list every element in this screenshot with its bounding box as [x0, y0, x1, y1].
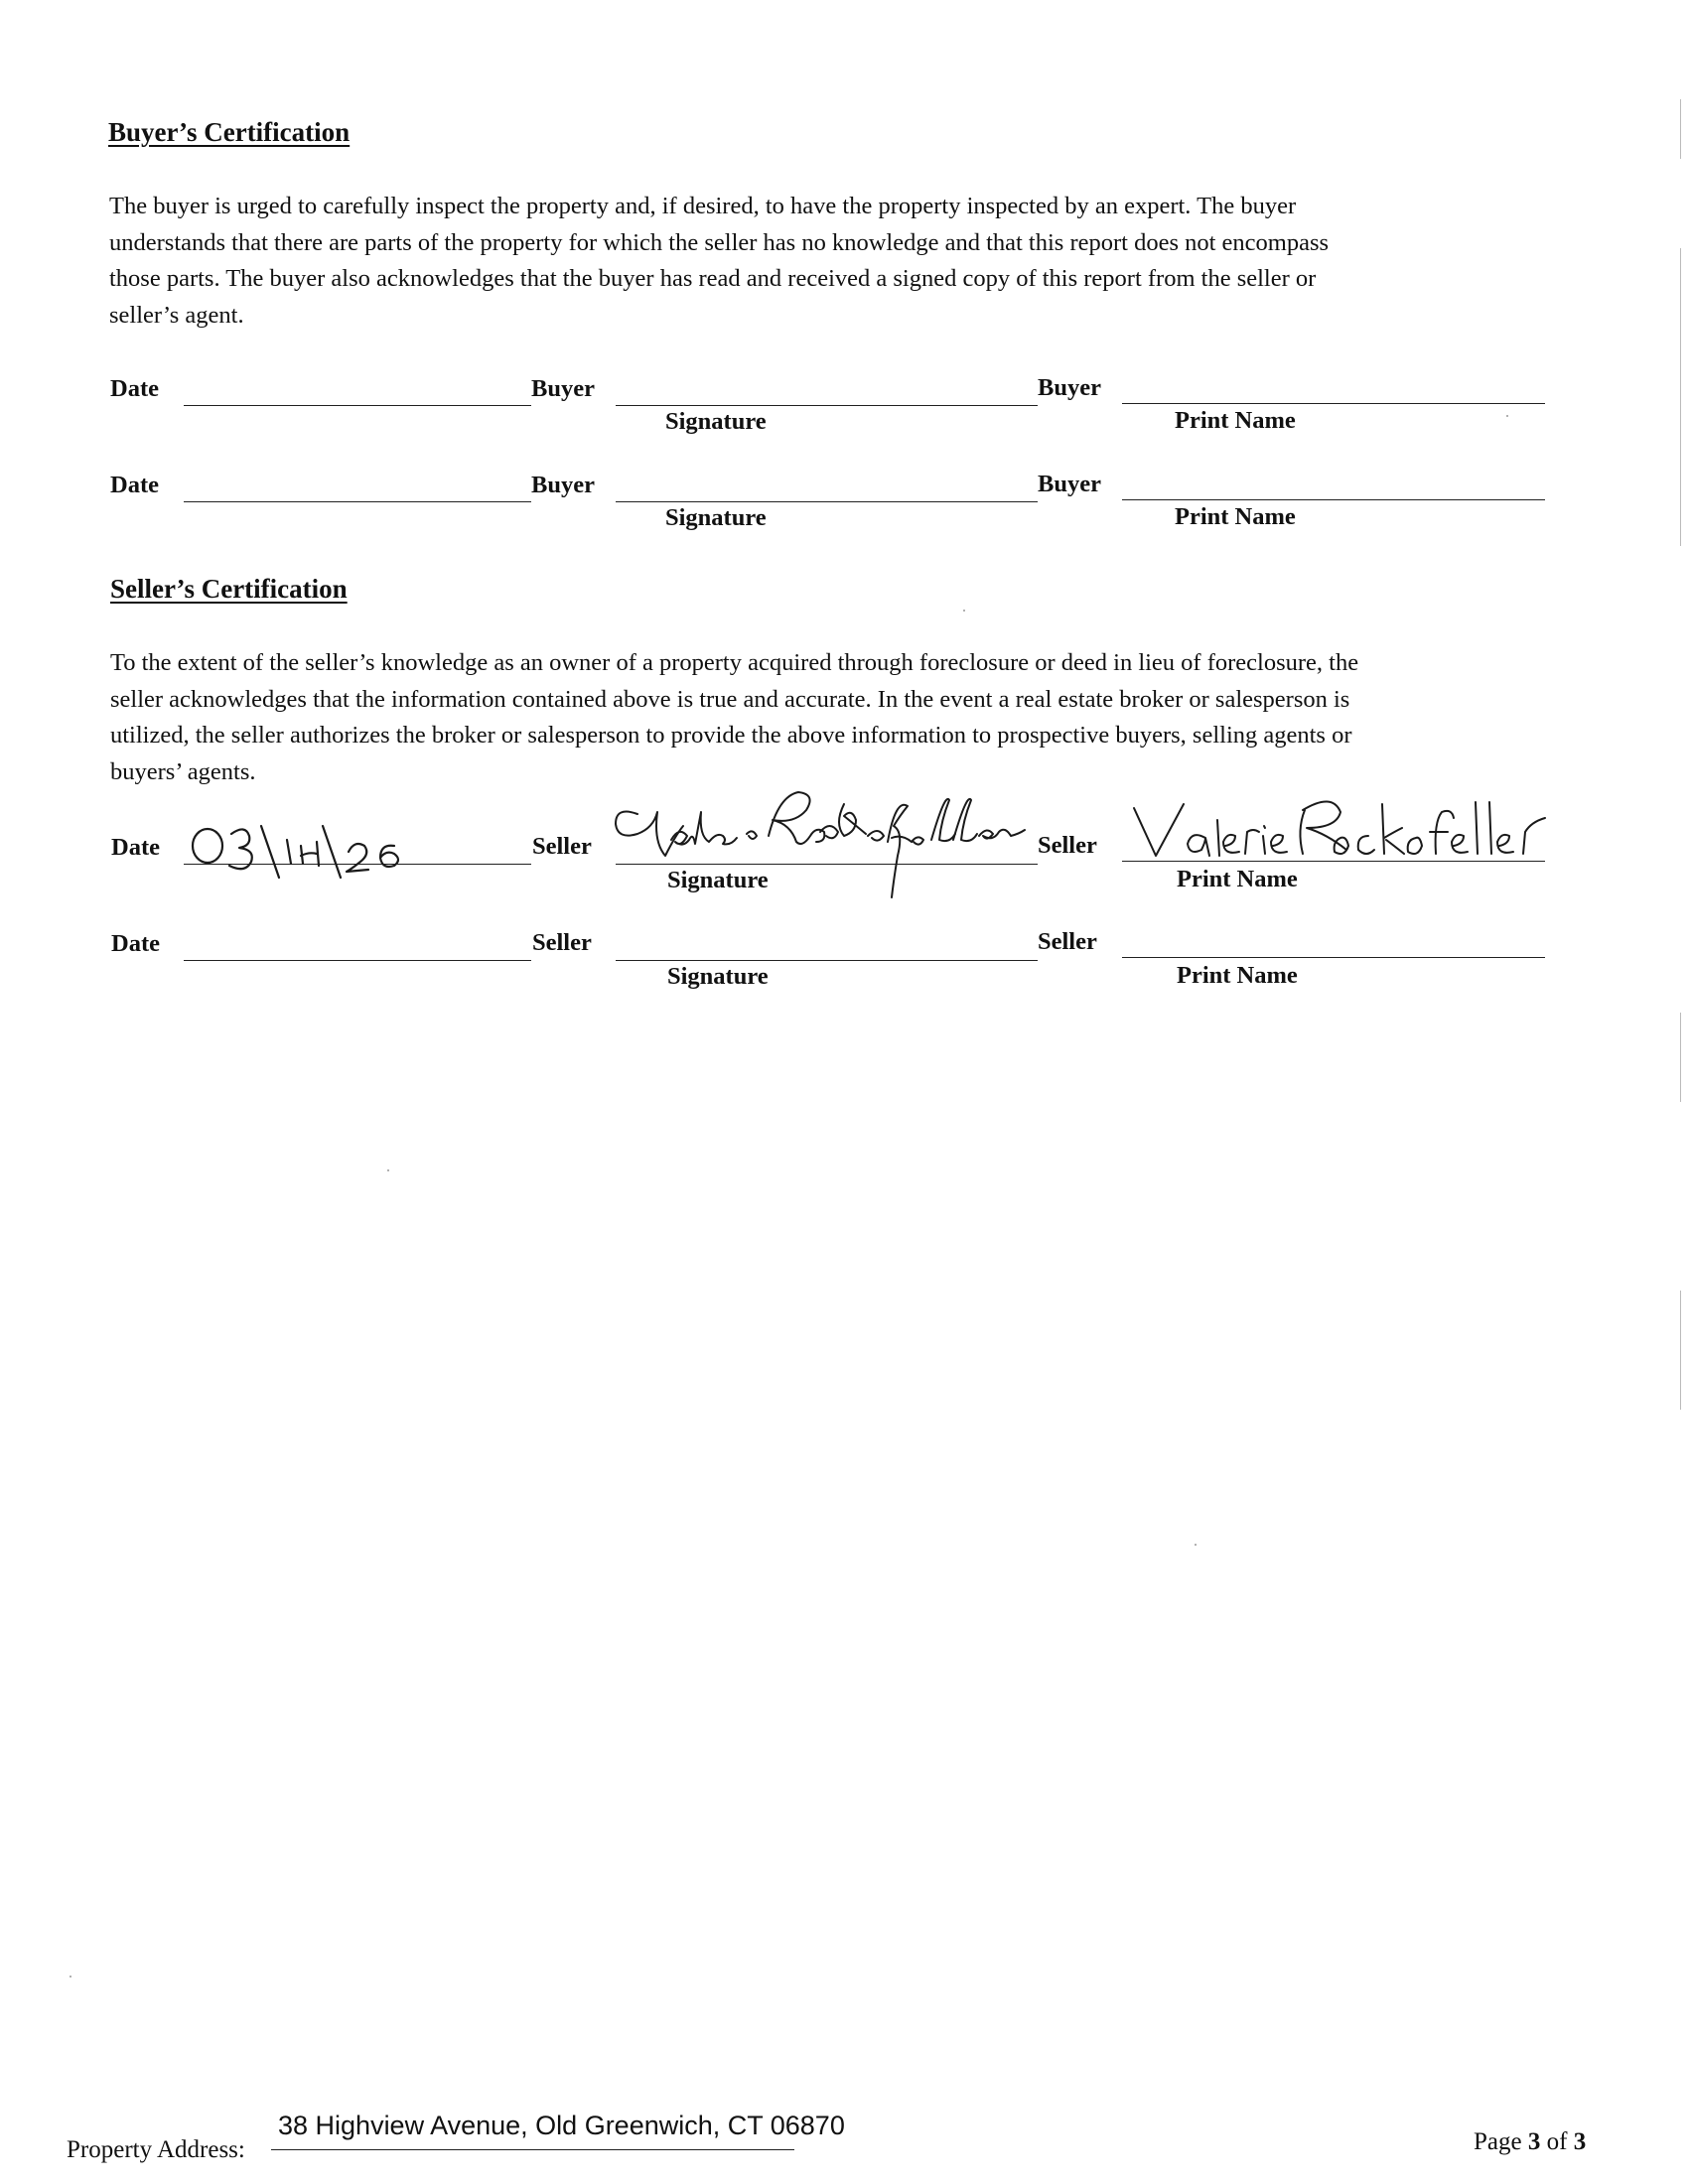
- page-current: 3: [1527, 2128, 1541, 2155]
- seller-certification-paragraph: [110, 645, 1560, 790]
- seller-certification-heading: Seller’s Certification: [110, 574, 348, 604]
- buyer-1-print-name-field[interactable]: [1122, 403, 1545, 404]
- seller-2-print-name-caption: Print Name: [1177, 962, 1298, 989]
- buyer-2-date-label: Date: [110, 472, 159, 498]
- handwritten-print-name: [1122, 780, 1559, 870]
- buyer-2-signature-caption: Signature: [665, 504, 767, 531]
- page-mid: of: [1540, 2128, 1574, 2155]
- scan-edge-mark: [1680, 248, 1681, 546]
- buyer-1-signature-label: Buyer: [531, 375, 595, 402]
- scan-speck: [70, 1976, 71, 1978]
- paragraph-line: buyers’ agents.: [110, 757, 256, 785]
- buyer-2-date-field[interactable]: [184, 501, 531, 502]
- property-address-value[interactable]: 38 Highview Avenue, Old Greenwich, CT 06870: [278, 2111, 845, 2140]
- seller-1-print-label: Seller: [1038, 832, 1097, 859]
- seller-2-signature-label: Seller: [532, 929, 592, 956]
- seller-2-print-name-field[interactable]: [1122, 957, 1545, 958]
- seller-1-print-name-caption: Print Name: [1177, 866, 1298, 892]
- buyer-2-print-name-field[interactable]: [1122, 499, 1545, 500]
- handwritten-date: [184, 812, 442, 882]
- seller-2-signature-field[interactable]: [616, 960, 1038, 961]
- page-prefix: Page: [1474, 2128, 1528, 2155]
- scan-edge-mark: [1680, 1013, 1681, 1102]
- scan-speck: [963, 610, 965, 612]
- buyer-1-signature-field[interactable]: [616, 405, 1038, 406]
- paragraph-line: utilized, the seller authorizes the broker or salesperson to provide the above information to prospective buyers, selling agents or: [110, 722, 1352, 749]
- scan-edge-mark: [1680, 99, 1681, 159]
- seller-1-signature-caption: Signature: [667, 867, 769, 893]
- buyer-1-print-label: Buyer: [1038, 374, 1101, 401]
- scan-speck: [1195, 1544, 1197, 1546]
- seller-2-date-label: Date: [111, 930, 160, 957]
- seller-1-date-label: Date: [111, 834, 160, 861]
- seller-2-signature-caption: Signature: [667, 963, 769, 990]
- buyer-2-signature-field[interactable]: [616, 501, 1038, 502]
- scan-speck: [387, 1169, 389, 1171]
- seller-1-signature-label: Seller: [532, 833, 592, 860]
- paragraph-line: seller’s agent.: [109, 301, 244, 329]
- handwritten-signature: [608, 786, 1045, 915]
- buyer-2-print-label: Buyer: [1038, 471, 1101, 497]
- scan-edge-mark: [1680, 1291, 1681, 1410]
- buyer-certification-paragraph: [109, 189, 1559, 334]
- page-total: 3: [1573, 2128, 1587, 2155]
- paragraph-line: understands that there are parts of the property for which the seller has no knowledge and that this report does not encompass: [109, 228, 1330, 256]
- paragraph-line: To the extent of the seller’s knowledge as an owner of a property acquired through foreclosure or deed in lieu of foreclosure, the: [110, 649, 1359, 676]
- seller-2-print-label: Seller: [1038, 928, 1097, 955]
- buyer-2-signature-label: Buyer: [531, 472, 595, 498]
- scan-speck: [1506, 415, 1508, 417]
- buyer-certification-heading: Buyer’s Certification: [108, 117, 351, 147]
- paragraph-line: seller acknowledges that the information contained above is true and accurate. In the event a real estate broker or salesperson is: [110, 685, 1350, 713]
- buyer-2-print-name-caption: Print Name: [1175, 503, 1296, 530]
- property-address-label: Property Address:: [67, 2136, 245, 2163]
- buyer-1-date-label: Date: [110, 375, 159, 402]
- buyer-1-print-name-caption: Print Name: [1175, 407, 1296, 434]
- paragraph-line: The buyer is urged to carefully inspect the property and, if desired, to have the property inspected by an expert. The buyer: [109, 193, 1297, 219]
- buyer-1-signature-caption: Signature: [665, 408, 767, 435]
- buyer-1-date-field[interactable]: [184, 405, 531, 406]
- seller-2-date-field[interactable]: [184, 960, 531, 961]
- page-number: [1474, 2128, 1586, 2156]
- property-address-underline: [271, 2149, 794, 2150]
- paragraph-line: those parts. The buyer also acknowledges that the buyer has read and received a signed copy of this report from the seller or: [109, 265, 1317, 292]
